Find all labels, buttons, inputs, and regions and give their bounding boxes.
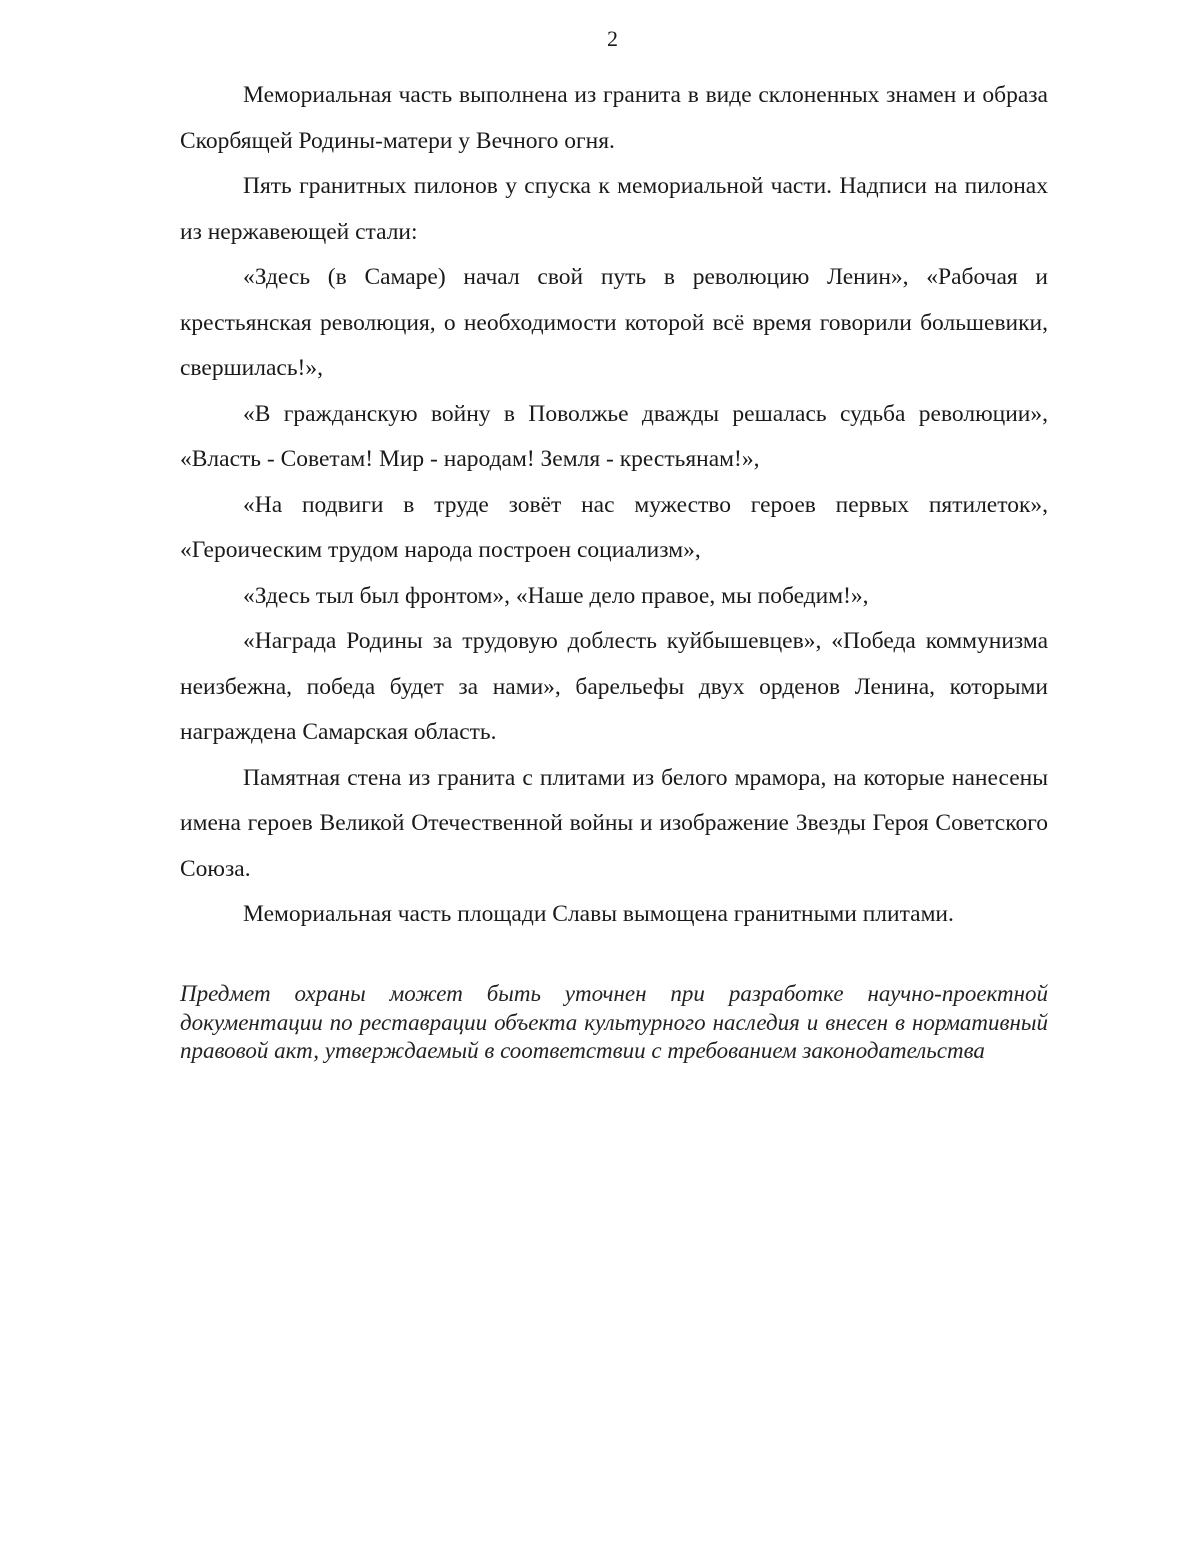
paragraph-inscription-home-front: «Здесь тыл был фронтом», «Наше дело правое, мы победим!», [243, 582, 869, 609]
paragraph-inscription-civil-war: «В гражданскую войну в Поволжье дважды решалась судьба революции», «Власть - Советам! Мир - народам! Земля - крестьянам!», [180, 400, 1048, 472]
paragraph-memorial-wall: Памятная стена из гранита с плитами из белого мрамора, на которые нанесены имена героев Великой Отечественной войны и изображение Звезды Героя Советского Союза. [180, 764, 1048, 882]
document-body [180, 73, 1048, 938]
paragraph-memorial-granite: Мемориальная часть выполнена из гранита в виде склоненных знамен и образа Скорбящей Родины-матери у Вечного огня. [180, 82, 1048, 154]
paragraph-inscription-lenin: «Здесь (в Самаре) начал свой путь в революцию Ленин», «Рабочая и крестьянская революция, о необходимости которой всё время говорили большевики, свершилась!», [180, 264, 1048, 381]
paragraph-inscription-labor: «На подвиги в труде зовёт нас мужество героев первых пятилеток», «Героическим трудом народа построен социализм», [180, 491, 1048, 563]
paragraph-inscription-award: «Награда Родины за трудовую доблесть куйбышевцев», «Победа коммунизма неизбежна, победа будет за нами», барельефы двух орденов Ленина, которыми награждена Самарская область. [180, 628, 1048, 745]
protection-note: Предмет охраны может быть уточнен при разработке научно-проектной документации по реставрации объекта культурного наследия и внесен в нормативный правовой акт, утверждаемый в соответствии с требованием законодательства [180, 981, 1048, 1063]
page-number: 2 [607, 26, 618, 51]
paragraph-paving: Мемориальная часть площади Славы вымощена гранитными плитами. [243, 901, 954, 927]
paragraph-five-pylons: Пять гранитных пилонов у спуска к мемориальной части. Надписи на пилонах из нержавеющей стали: [180, 173, 1048, 245]
